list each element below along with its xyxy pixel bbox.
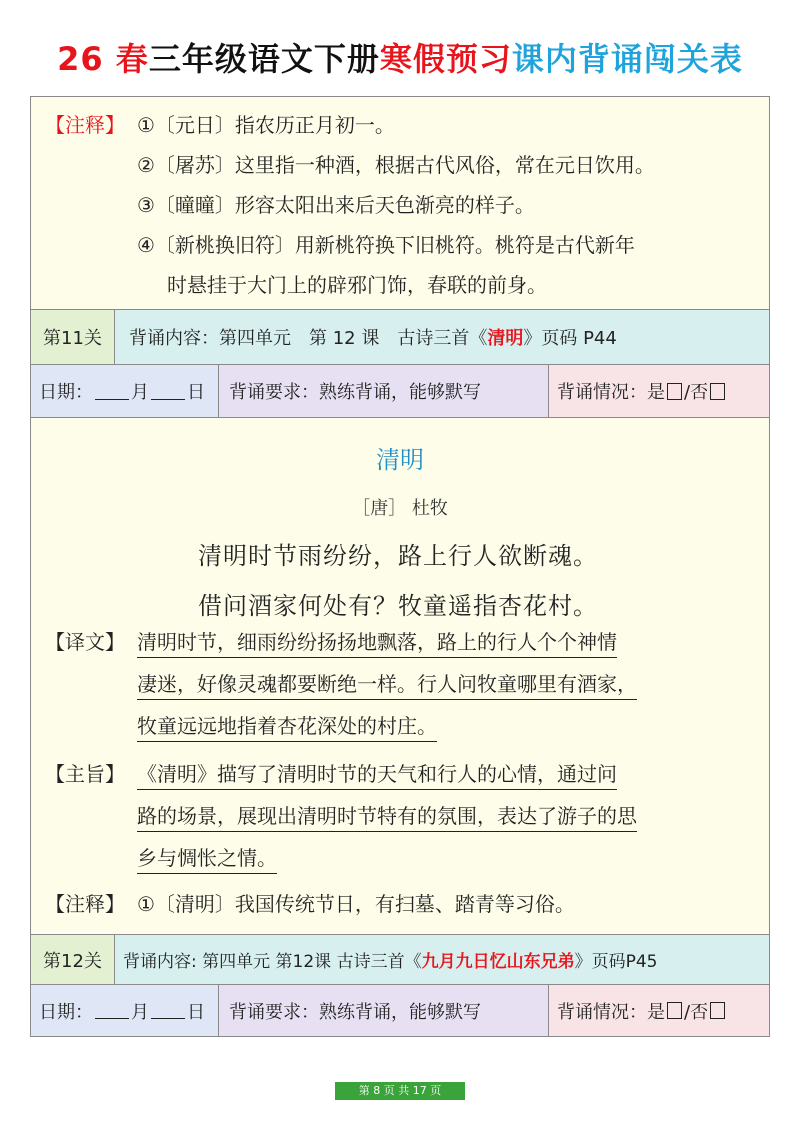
theme-line: 乡与惆怅之情。 bbox=[137, 842, 277, 874]
level-12-row bbox=[31, 934, 769, 984]
poem-line: 借问酒家何处有？牧童遥指杏花村。 bbox=[198, 592, 598, 620]
date-label: 日期： bbox=[39, 382, 93, 403]
poem-block bbox=[31, 417, 769, 934]
worksheet bbox=[30, 96, 770, 1037]
recite-content-suffix: 》页码 P44 bbox=[523, 328, 617, 349]
note-item-continued: 时悬挂于大门上的辟邪门饰，春联的前身。 bbox=[167, 273, 547, 297]
no-checkbox[interactable] bbox=[710, 383, 725, 400]
date-label: 日期： bbox=[39, 1001, 93, 1023]
note-item: ①〔清明〕我国传统节日，有扫墓、踏青等习俗。 bbox=[137, 892, 575, 916]
translation-line: 凄迷，好像灵魂都要断绝一样。行人问牧童哪里有酒家， bbox=[137, 668, 637, 700]
day-blank[interactable] bbox=[151, 383, 185, 400]
page-indicator: 第 8 页 共 17 页 bbox=[335, 1082, 465, 1100]
day-label: 日 bbox=[187, 382, 205, 403]
level-11-row bbox=[31, 309, 769, 364]
month-label: 月 bbox=[131, 1001, 149, 1023]
theme-tag: 【主旨】 bbox=[45, 762, 125, 786]
status-cell bbox=[548, 985, 769, 1036]
date-cell bbox=[31, 365, 218, 417]
status-yes-label: 背诵情况：是 bbox=[557, 382, 665, 403]
yes-checkbox[interactable] bbox=[667, 383, 682, 400]
poem-name: 清明 bbox=[487, 328, 524, 349]
theme-line: 路的场景，展现出清明时节特有的氛围，表达了游子的思 bbox=[137, 800, 637, 832]
note-item: ①〔元日〕指农历正月初一。 bbox=[137, 113, 395, 137]
level-11-meta-row bbox=[31, 364, 769, 417]
day-label: 日 bbox=[187, 1001, 205, 1023]
day-blank[interactable] bbox=[151, 1002, 185, 1019]
recite-content-prefix: 背诵内容: 第四单元 第12课 古诗三首《 bbox=[123, 952, 422, 972]
status-yes-label: 背诵情况：是 bbox=[557, 1001, 665, 1023]
month-label: 月 bbox=[131, 382, 149, 403]
recite-content-prefix: 背诵内容：第四单元 第 12 课 古诗三首《 bbox=[129, 328, 488, 349]
month-blank[interactable] bbox=[95, 1002, 129, 1019]
poem-author: ［唐］ 杜牧 bbox=[352, 498, 448, 519]
title-part-d: 课内背诵闯关表 bbox=[511, 40, 743, 78]
level-12-meta-row bbox=[31, 984, 769, 1036]
translation-tag: 【译文】 bbox=[45, 630, 125, 654]
translation-line: 牧童远远地指着杏花深处的村庄。 bbox=[137, 710, 437, 742]
no-checkbox[interactable] bbox=[710, 1002, 725, 1019]
theme-line: 《清明》描写了清明时节的天气和行人的心情，通过问 bbox=[137, 758, 617, 790]
notes-tag: 【注释】 bbox=[45, 892, 125, 916]
translation-line: 清明时节，细雨纷纷扬扬地飘落，路上的行人个个神情 bbox=[137, 626, 617, 658]
requirement-cell: 背诵要求：熟练背诵，能够默写 bbox=[218, 985, 548, 1036]
note-item: ②〔屠苏〕这里指一种酒，根据古代风俗，常在元日饮用。 bbox=[137, 153, 655, 177]
note-item: ④〔新桃换旧符〕用新桃符换下旧桃符。桃符是古代新年 bbox=[137, 233, 635, 257]
level-label: 第12关 bbox=[31, 935, 114, 984]
title-part-a: 26 春 bbox=[57, 40, 149, 78]
poem-title: 清明 bbox=[376, 446, 424, 474]
level-label: 第11关 bbox=[31, 310, 114, 364]
status-cell bbox=[548, 365, 769, 417]
poem-line: 清明时节雨纷纷，路上行人欲断魂。 bbox=[198, 542, 598, 570]
requirement-cell: 背诵要求：熟练背诵，能够默写 bbox=[218, 365, 548, 417]
month-blank[interactable] bbox=[95, 383, 129, 400]
recite-content-suffix: 》页码P45 bbox=[574, 952, 658, 972]
note-item: ③〔曈曈〕形容太阳出来后天色渐亮的样子。 bbox=[137, 193, 535, 217]
status-no-label: /否 bbox=[684, 1001, 709, 1023]
recite-content bbox=[114, 310, 769, 364]
date-cell bbox=[31, 985, 218, 1036]
title-part-c: 寒假预习 bbox=[379, 40, 512, 78]
recite-content bbox=[114, 935, 769, 984]
notes-block-1 bbox=[31, 97, 769, 309]
status-no-label: /否 bbox=[684, 382, 709, 403]
page-title bbox=[0, 34, 800, 80]
poem-name: 九月九日忆山东兄弟 bbox=[421, 952, 575, 972]
title-part-b: 三年级语文下册 bbox=[148, 40, 380, 78]
notes-tag: 【注释】 bbox=[45, 113, 125, 137]
yes-checkbox[interactable] bbox=[667, 1002, 682, 1019]
